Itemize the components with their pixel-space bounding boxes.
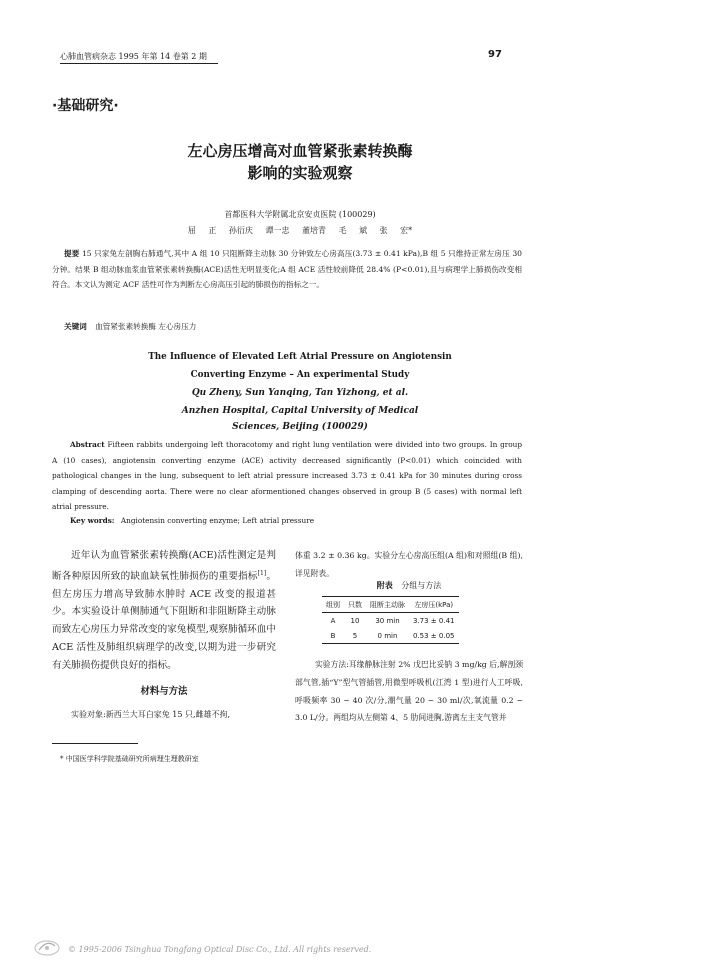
affiliation-cn: 首都医科大学附属北京安贞医院 (100029)	[224, 210, 376, 219]
table-row	[322, 613, 459, 629]
table-cell: 30 min	[375, 616, 400, 625]
table-cell: 0 min	[366, 628, 409, 644]
footnote: * 中国医学科学院基础研究所病理生理教研室	[60, 755, 199, 763]
table-header-row	[322, 597, 459, 613]
group-table	[322, 596, 459, 644]
reference-marker: [1]	[257, 569, 267, 577]
body-right-column	[295, 547, 523, 583]
english-institution-line2: Sciences, Beijing (100029)	[232, 422, 368, 432]
table-header-cell: 阻断主动脉	[366, 597, 409, 613]
intro-text-part1: 近年认为血管紧张素转换酶(ACE)活性测定是判断各种原因所致的缺血缺氧性肺损伤的重要指标	[52, 550, 276, 582]
abstract-cn-label: 提要	[64, 249, 80, 258]
english-authors: Qu Zheny, Sun Yanqing, Tan Yizhong, et al.	[191, 388, 409, 398]
keywords-en-text: Angiotensin converting enzyme; Left atrial pressure	[120, 516, 315, 525]
keywords-cn-label: 关键词	[64, 322, 87, 331]
subjects-text-right: 体重 3.2 ± 0.36 kg。实验分左心房高压组(A 组)和对照组(B 组),详见附表。	[295, 551, 523, 578]
english-title-line2: Converting Enzyme – An experimental Study	[190, 370, 410, 380]
materials-heading: 材料与方法	[140, 685, 188, 697]
section-label: ·基础研究·	[52, 98, 119, 114]
keywords-cn-text: 血管紧张素转换酶 左心房压力	[95, 322, 197, 331]
methods-text	[295, 656, 523, 727]
copyright-footer: © 1995-2006 Tsinghua Tongfang Optical Disc Co., Ltd. All rights reserved.	[68, 945, 372, 954]
body-left-column	[52, 547, 276, 723]
journal-header: 心肺血管病杂志 1995 年第 14 卷第 2 期	[60, 52, 207, 61]
keywords-cn	[64, 321, 524, 332]
abstract-cn	[52, 246, 522, 293]
title-cn-line2: 影响的实验观察	[247, 164, 353, 182]
abstract-en	[52, 437, 522, 515]
table-cell: A	[330, 616, 336, 625]
subjects-text-left: 实验对象:新西兰大耳白家兔 15 只,雌雄不拘,	[71, 710, 231, 720]
abstract-en-label: Abstract	[70, 440, 105, 449]
header-rule	[60, 63, 218, 64]
table-cell: 10	[350, 616, 360, 625]
methods-paragraph: 实验方法:耳缘静脉注射 2% 戊巴比妥钠 3 mg/kg 后,解剖颈部气管,插“Y”型气管插管,用微型呼吸机(江湾 1 型)进行人工呼吸,呼吸频率 30 ~ 40 次/分,潮气量 20 ~ 30 ml/次,氧流量 0.2 ~ 3.0 L/分。两组均从左侧第 4、5 肋间进胸,游离左主支气管并	[295, 660, 523, 723]
authors-cn: 屈 正 孙衍庆 谭一忠 董培青 毛 斌 张 宏*	[187, 226, 413, 235]
abstract-en-text: Fifteen rabbits undergoing left thoracotomy and right lung ventilation were divided into two groups. In group A (10 cases), angiotensin converting enzyme (ACE) activity decreased significantly (P<0.01) which coincided with pathological changes in the lung, subsequent to left atrial pressure increased 3.73 ± 0.41 kPa for 30 minutes during cross clamping of descending aorta. There were no clear aformentioned changes observed in group B (5 cases) with normal left atrial pressure.	[52, 440, 522, 512]
keywords-en	[70, 516, 530, 525]
table-header-cell: 组别	[322, 597, 344, 613]
table-cell: 3.73 ± 0.41	[413, 616, 455, 625]
page-number: 97	[488, 49, 502, 60]
abstract-cn-text: 15 只家兔左剖胸右肺通气,其中 A 组 10 只阻断降主动脉 30 分钟致左心房高压(3.73 ± 0.41 kPa),B 组 5 只维持正常左房压 30 分钟。结果 B 组动脉血浆血管紧张素转换酶(ACE)活性无明显变化;A 组 ACE 活性较前降低 28.4% (P<0.01),且与病理学上肺损伤改变相符合。本文认为测定 ACF 活性可作为判断左心房高压引起的肺损伤的指标之一。	[52, 249, 522, 290]
table-cell: B	[322, 628, 344, 644]
table-header-cell: 左房压(kPa)	[409, 597, 459, 613]
table-row	[322, 628, 459, 644]
footnote-rule	[52, 743, 138, 744]
publisher-logo-icon	[33, 937, 63, 959]
keywords-en-label: Key words:	[70, 516, 115, 525]
intro-paragraph	[52, 547, 276, 675]
intro-text-part2: 。但左房压力增高导致肺水肿时 ACE 改变的报道甚少。本实验设计单侧肺通气下阻断和非阻断降主动脉而致左心房压力异常改变的家兔模型,观察肺循环血中 ACE 活性及肺组织病理学的改变,以期为进一步研究有关肺损伤提供良好的指标。	[52, 570, 277, 671]
table-cell: 5	[344, 628, 366, 644]
table-cell: 0.53 ± 0.05	[409, 628, 459, 644]
table-caption-text: 分组与方法	[401, 581, 442, 590]
table-header-cell: 只数	[344, 597, 366, 613]
title-cn-line1: 左心房压增高对血管紧张素转换酶	[187, 142, 413, 160]
table-caption	[295, 580, 523, 591]
english-institution-line1: Anzhen Hospital, Capital University of Medical	[181, 406, 419, 416]
english-title-line1: The Influence of Elevated Left Atrial Pressure on Angiotensin	[148, 352, 452, 362]
table-label: 附表	[376, 581, 393, 590]
